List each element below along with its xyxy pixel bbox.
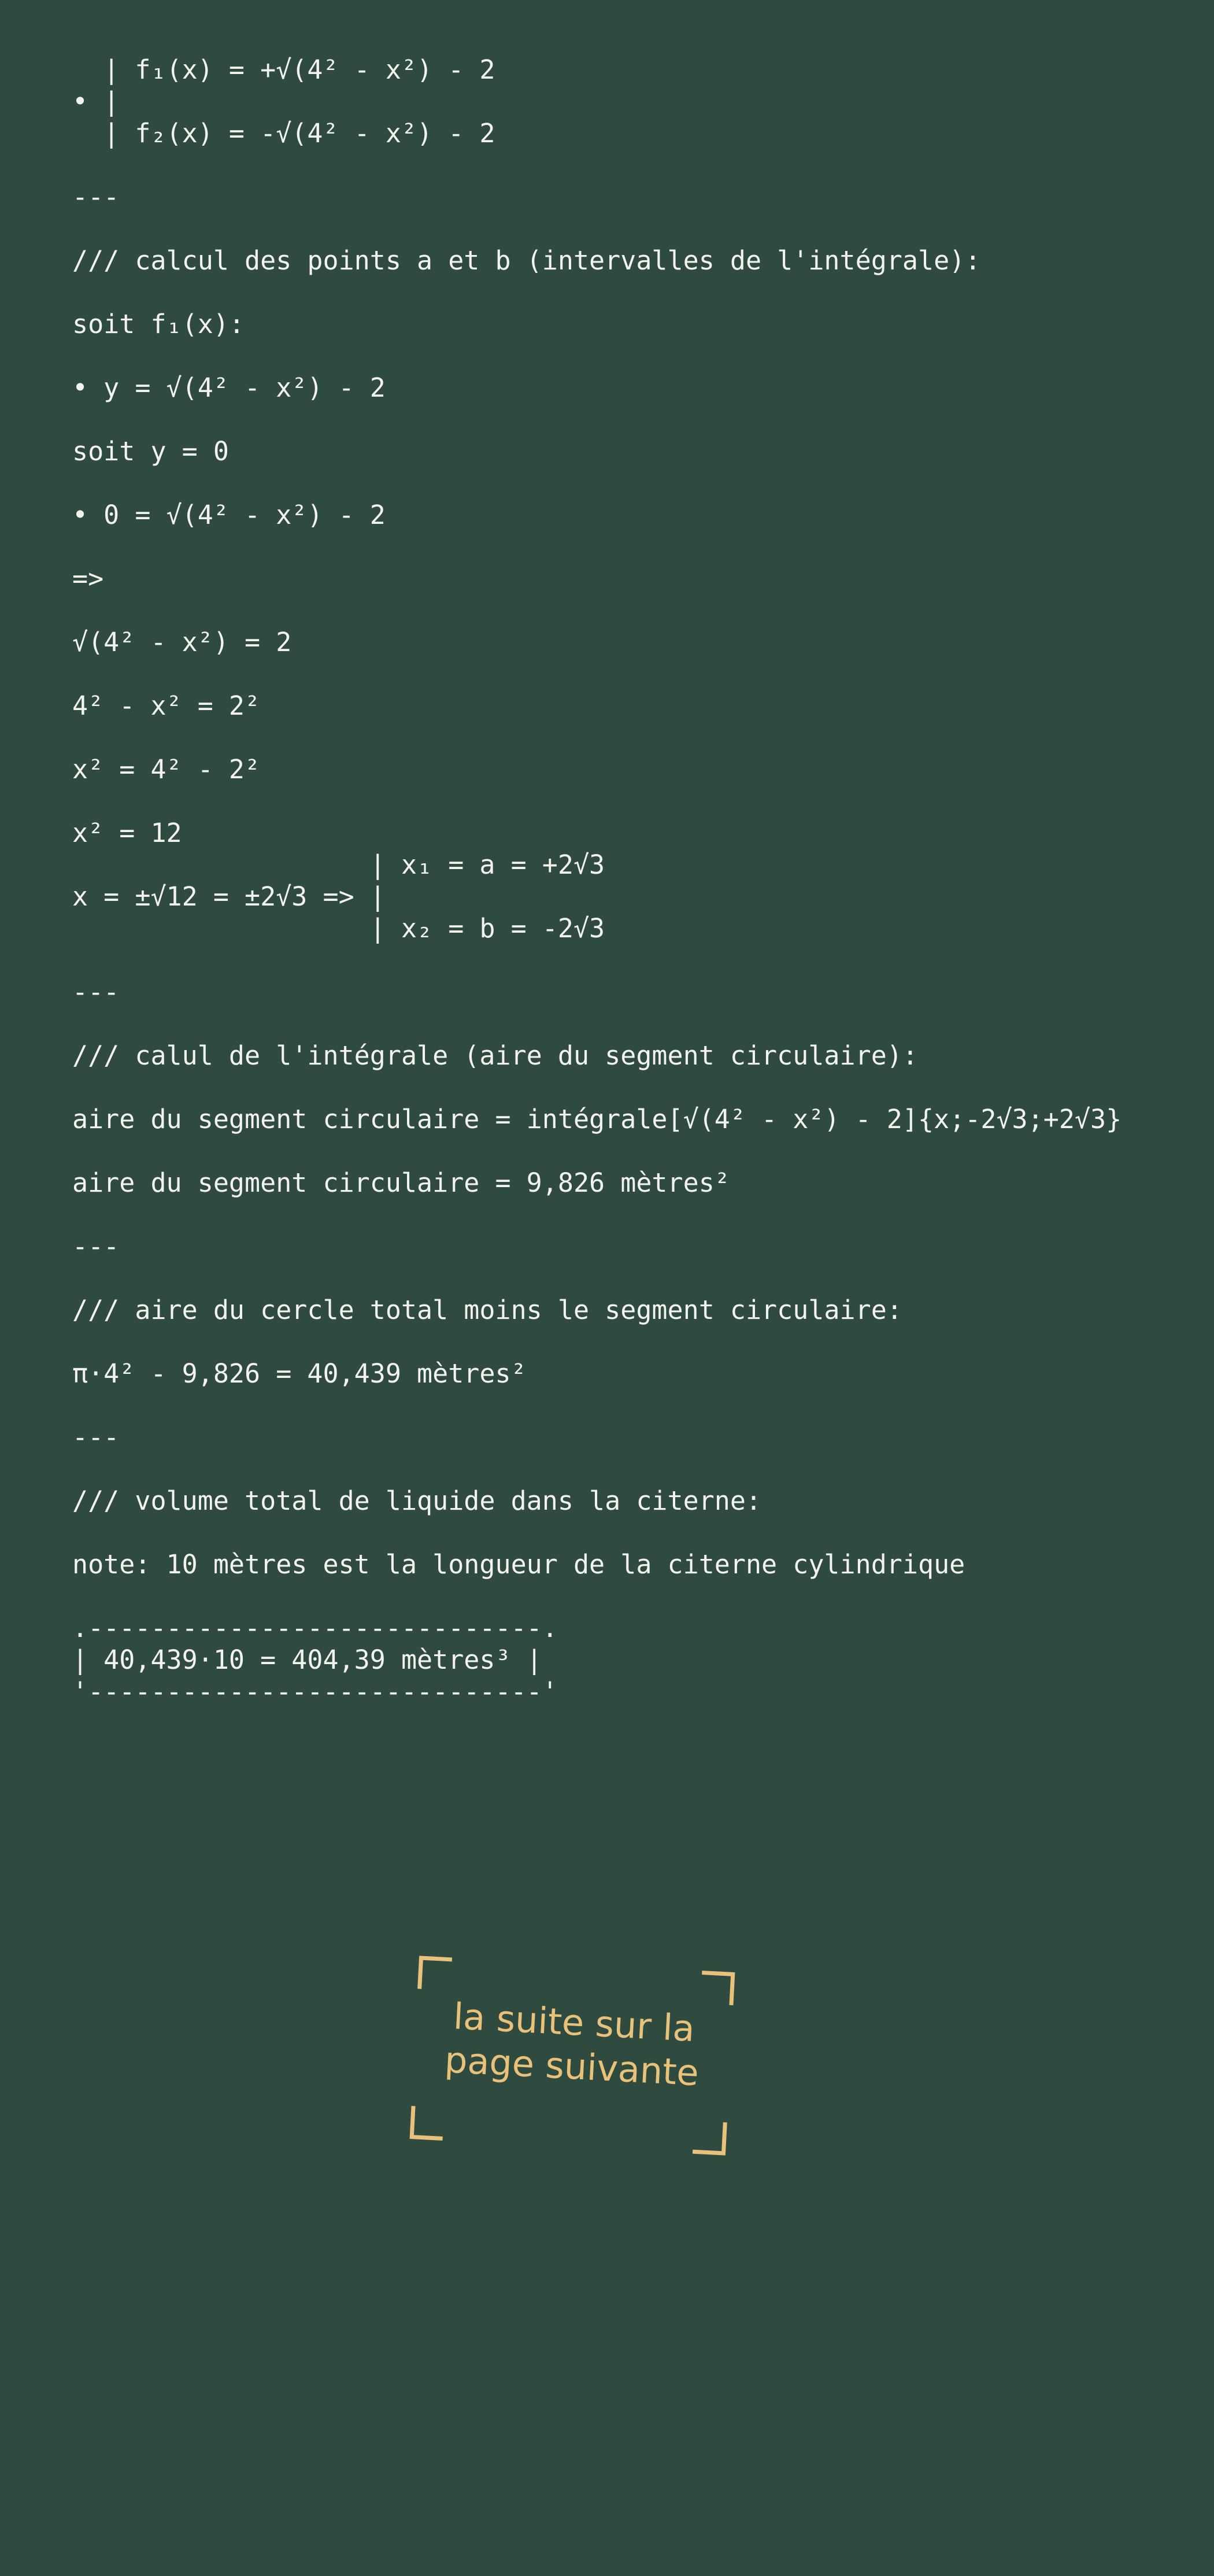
blank-line [72,1453,1200,1485]
text-line: /// calul de l'intégrale (aire du segment circulaire): [72,1040,918,1071]
math-worksheet [72,54,1200,1708]
blank-line [72,1389,1200,1421]
text-line: .-----------------------------. [72,1613,558,1643]
text-line: | 40,439·10 = 404,39 mètres³ | [72,1644,542,1675]
text-line: • y = √(4² - x²) - 2 [72,372,386,403]
blank-line [72,594,1200,626]
text-line: 4² - x² = 2² [72,690,261,721]
blank-line [72,1199,1200,1230]
blank-line [72,1071,1200,1103]
blank-line [72,1517,1200,1548]
text-line: • 0 = √(4² - x²) - 2 [72,500,386,530]
blank-line [72,785,1200,817]
continuation-note [399,1946,745,2165]
text-line: --- [72,182,120,212]
text-line: | f₁(x) = +√(4² - x²) - 2 [72,54,495,85]
blank-line [72,213,1200,245]
blank-line [72,276,1200,308]
text-line: /// calcul des points a et b (intervalles de l'intégrale): [72,245,981,276]
text-line: --- [72,1422,120,1453]
text-line: | f₂(x) = -√(4² - x²) - 2 [72,118,495,149]
text-line: => [72,563,104,594]
blank-line [72,531,1200,563]
text-line: /// aire du cercle total moins le segment circulaire: [72,1295,902,1325]
blank-line [72,1326,1200,1358]
blank-line [72,1262,1200,1294]
text-line: | x₂ = b = -2√3 [72,913,605,944]
continuation-text [403,1992,742,2097]
text-line: soit f₁(x): [72,309,245,339]
text-line: --- [72,1231,120,1262]
text-line: soit y = 0 [72,436,229,467]
blank-line [72,1135,1200,1167]
continuation-line-1: la suite sur la [452,1995,696,2050]
blank-line [72,658,1200,690]
text-line: /// volume total de liquide dans la citerne: [72,1485,762,1516]
text-line: √(4² - x²) = 2 [72,627,292,657]
blank-line [72,467,1200,499]
blank-line [72,722,1200,753]
text-line: x² = 12 [72,818,182,848]
blank-line [72,1580,1200,1612]
blank-line [72,1008,1200,1040]
blank-line [72,944,1200,976]
text-line: aire du segment circulaire = intégrale[√(4² - x²) - 2]{x;-2√3;+2√3} [72,1104,1122,1134]
text-line: --- [72,977,120,1007]
continuation-line-2: page suivante [443,2038,700,2094]
text-line: '-----------------------------' [72,1676,558,1707]
text-line: x² = 4² - 2² [72,754,261,785]
text-line: • | [72,86,120,117]
text-line: aire du segment circulaire = 9,826 mètres² [72,1167,730,1198]
text-line: π·4² - 9,826 = 40,439 mètres² [72,1358,527,1389]
blank-line [72,149,1200,181]
blank-line [72,404,1200,435]
text-line: note: 10 mètres est la longueur de la citerne cylindrique [72,1549,965,1580]
text-line: x = ±√12 = ±2√3 => | [72,881,386,912]
blank-line [72,340,1200,372]
text-line: | x₁ = a = +2√3 [72,849,605,880]
